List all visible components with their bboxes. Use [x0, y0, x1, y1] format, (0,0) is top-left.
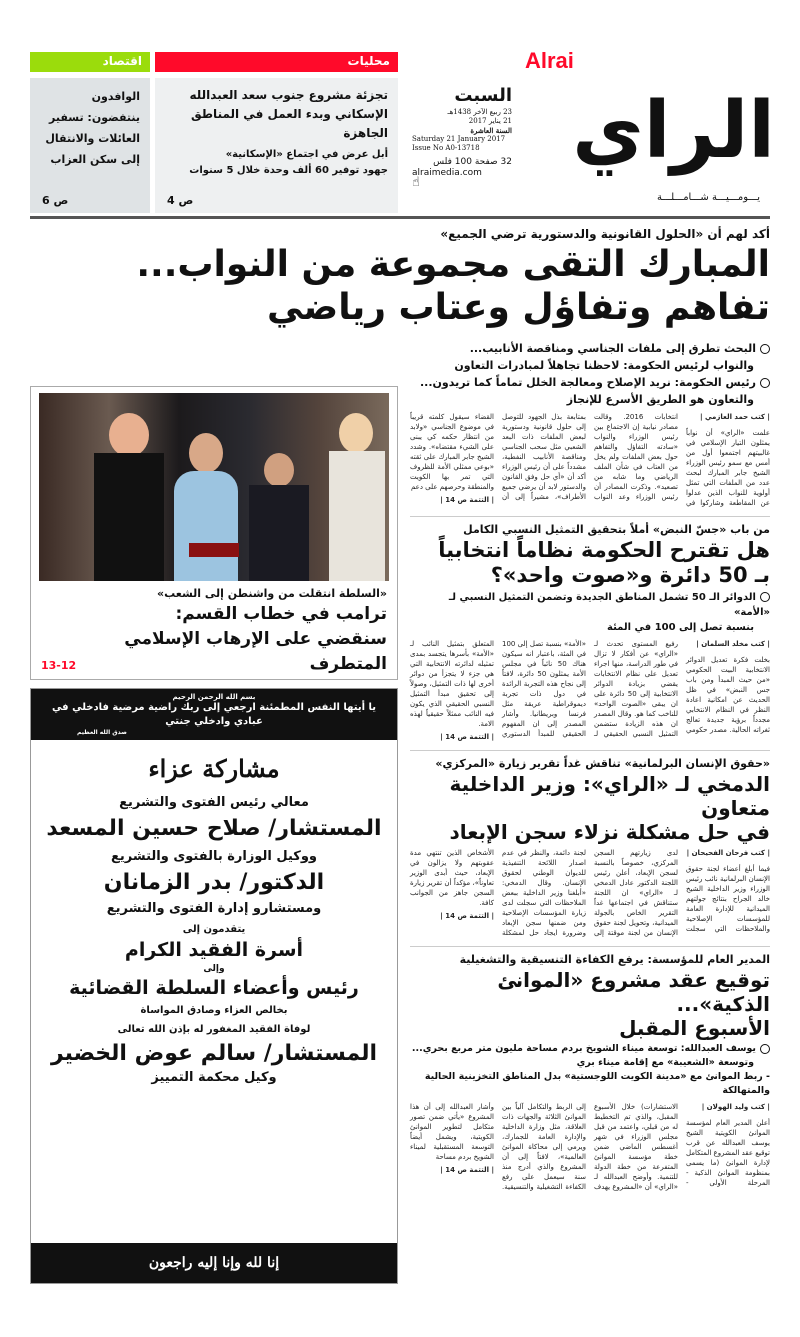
section-tab-local[interactable]: [155, 52, 398, 72]
ad-line: ووكيل الوزارة بالفتوى والتشريع: [111, 849, 317, 864]
trump-headline: سنقضي على الإرهاب الإسلامي المتطرف: [124, 629, 387, 674]
greg-date: 21 يناير 2017: [468, 117, 512, 125]
trump-kicker: «السلطة انتقلت من واشنطن إلى الشعب»: [157, 587, 387, 600]
continued-ref[interactable]: | التتمة ص 14 |: [440, 733, 494, 742]
lead-kicker: أكد لهم أن «الحلول القانونية والدستورية ترضي الجميع»: [440, 227, 770, 241]
economy-teaser[interactable]: [30, 78, 150, 213]
circle-bullet-icon: [760, 1044, 770, 1054]
electoral-body: [410, 639, 770, 742]
basmala: بسم الله الرحمن الرحيم: [172, 693, 256, 701]
tab-label: اقتصاد: [102, 54, 142, 68]
masthead-logo[interactable]: [525, 48, 775, 208]
masthead-divider: [30, 216, 770, 219]
ad-name: المستشار/ صلاح حسين المسعد: [46, 816, 382, 841]
issue-number: Issue No A0-13718: [412, 144, 480, 152]
trump-story[interactable]: [30, 386, 398, 680]
ad-title: مشاركة عزاء: [148, 754, 280, 783]
story-headline: الدمخي لـ «الراي»: وزير الداخلية متعاون: [449, 772, 770, 821]
quran-verse: يا أيتها النفس المطمئنة ارجعي إلى ربك راضية مرضية فادخلي في عبادي وادخلي جنتي: [51, 702, 377, 727]
date-block: [412, 84, 512, 190]
page-ref[interactable]: 13-12: [41, 659, 77, 672]
bullet-item: يوسف العبدالله: توسعة ميناء الشويخ بردم مساحة مليون متر مربع بحري...: [410, 1042, 770, 1056]
story-kicker: المدير العام للمؤسسة: يرفع الكفاءة التنسيقية والتشغيلية: [459, 953, 770, 967]
human-rights-body: [410, 848, 770, 938]
ad-line: أسرة الفقيد الكرام: [124, 939, 304, 961]
ad-line: وكيل محكمة التمييز: [151, 1070, 277, 1085]
lead-body: [410, 412, 770, 508]
bullet-item: والنواب لرئيس الحكومة: لاحظنا تجاهلاً لمبادرات التعاون: [454, 359, 754, 372]
body-text: بخلت فكرة تعديل الدوائر الانتخابية البيت الحكومي «من حيث المبدأ ومن باب جس النبض» في ظل الحديث عن امكانية اعادة النظر في النظام الانتخابي مجدداً برؤية جديدة تعالج ثغراته الحالية. مصدر حكومي رفيع المستوى تحدث لـ «الراي» عن أفكار لا تزال في طور الدراسة، منها اجراء تعديل على نظام الانتخابات يقضي بزيادة الدوائر الانتخابية إلى 50 دائرة على ان يبقى «الصوت الواحد» للناخب كما هو. وقال المصدر ان هذه الزيادة ستضمن التمثيل النسبي الحقيقي لـ «الأمة» بنسبة تصل إلى 100 في المئة، باعتبار انه سيكون هناك 50 نائباً في مجلس الأمة يمثلون 50 دائرة، لافتاً إلى نجاح هذه التجربة الرائدة في دول ذات تجربة ديموقراطية عريقة مثل فرنسا وبريطانيا. وأشار المصدر إلى ان المفهوم الحقيقي للمبدأ الدستوري المتعلق بتمثيل النائب لـ «الأمة» بأسرها يتجسد بمدى تمثيله لدائرته الانتخابية التي هي جزء لا يتجزأ من دوائر أخرى لها ذات التمثيل، وصولاً إلى تحقيق مبدأ التمثيل النسبي الحقيقي الذي يكون فيه النائب ممثلاً حقيقياً لهذه الامة.: [410, 640, 770, 739]
teaser-sub: أبل عرض في اجتماع «الإسكانية»: [225, 149, 388, 160]
ad-line: معالي رئيس الفتوى والتشريع: [119, 795, 309, 810]
lead-bullets: [410, 340, 770, 408]
bullet-item: - ربط الموانئ مع «مدينة الكويت اللوجستية» بدل المناطق التخزينية الحالية والمتهالكة: [424, 1071, 770, 1097]
ad-line: لوفاة الفقيد المغفور له بإذن الله تعالى: [117, 1024, 311, 1035]
bullet-item: الدوائر الـ 50 تشمل المناطق الجديدة وتضمن التمثيل النسبي لـ «الأمة»: [448, 592, 770, 619]
continued-ref[interactable]: | التتمة ص 14 |: [440, 496, 494, 504]
right-column: [410, 340, 770, 1192]
ad-line: بخالص العزاء وصادق المواساة: [140, 1005, 288, 1016]
condolence-ad[interactable]: [30, 688, 398, 1284]
website-link[interactable]: alraimedia.com: [412, 168, 482, 178]
ports-story[interactable]: [410, 946, 770, 1192]
ad-header-band: [31, 689, 397, 740]
trump-headline: ترامب في خطاب القسم:: [175, 604, 387, 624]
local-teaser[interactable]: [155, 78, 398, 213]
teaser-headline: الوافدون ينتفضون: تسفير العائلات والانتقال إلى سكن العزاب: [45, 90, 140, 166]
circle-bullet-icon: [760, 344, 770, 354]
bullet-item: والتعاون هو الطريق الأسرع للإنجاز: [566, 393, 754, 406]
logo-latin: Alrai: [525, 48, 574, 73]
year-label: السنة العاشرة: [470, 126, 512, 135]
story-headline: توقيع عقد مشروع «الموانئ الذكية»...: [497, 968, 770, 1017]
ad-footer-band: إنا لله وإنا إليه راجعون: [31, 1243, 397, 1283]
story-kicker: من باب «جسّ النبض» أملاً بتحقيق التمثيل النسبي الكامل: [463, 523, 770, 536]
hand-pointer-icon: ☝: [412, 175, 420, 190]
continued-ref[interactable]: | التتمة ص 14 |: [440, 912, 494, 921]
page-ref: ص 4: [167, 194, 194, 207]
bullet-item: رئيس الحكومة: نريد الإصلاح ومعالجة الخلل تماماً كما تريدون...: [410, 374, 770, 391]
lead-story[interactable]: [30, 226, 770, 329]
hijri-date: 23 ربيع الآخر 1438هـ: [447, 108, 512, 116]
byline: | كتب مخلد السلمان |: [696, 640, 770, 649]
bullet-item: وتوسعة «الشعيبة» مع إقامة ميناء بري: [576, 1057, 754, 1069]
body-text: أعلن المدير العام لمؤسسة الموانئ الكويتية الشيخ يوسف العبدالله عن قرب توقيع عقد المشروع المتكامل لإدارة الموانئ (ما يسمى بمنظومة الموانئ الذكية - المرحلة الأولى - الاستشارات) خلال الأسبوع المقبل، والذي تم التخطيط له من قبلي، واعتمد من قبل مجلس الوزراء في شهر أغسطس الماضي ضمن خطة مؤسسة الموانئ المتفرعة من خطة الدولة للتنمية. وأوضح العبدالله لـ «الراي» أن «المشروع يهدف إلى الربط والتكامل آلياً بين الموانئ الثلاثة والجهات ذات العلاقة، مثل وزارة الداخلية والإدارة العامة للجمارك، ويرمي إلى محاكاة الموانئ العالمية»، لافتاً إلى أن المشروع والذي أدرج منذ سنة سيعمل على رفع الكفاءة التشغيلية والتنسيقية. وأشار العبدالله إلى أن هذا المشروع «يأتي ضمن تصور متكامل لتطوير الموانئ الكويتية، ويشمل أيضاً التوسعة المستقبلية لميناء الشويخ بردم مساحة: [410, 1103, 770, 1192]
section-tab-economy[interactable]: [30, 52, 150, 72]
body-text: علمت «الراي» أن نواباً يمثلون التيار الإسلامي في غالبيتهم اجتمعوا أول من أمس مع سمو رئيس الوزراء الشيخ جابر المبارك لبحث عدد من الملفات التي تمثل أولوية للنواب الذين عدلوا عن المقاطعة وشاركوا في انتخابات 2016. وقالت مصادر نيابية إن الاجتماع بين رئيس الوزراء والنواب «سادته التفاؤل والتفاهم حول بعض الملفات ولم يخل من العتاب في شأن الملف الرياضي وما شابه من تصعيد». وذكرت المصادر أن رئيس الوزراء وعد النواب بمتابعة بذل الجهود للتوصل إلى حلول قانونية ودستورية لبعض الملفات ذات البعد الشعبي مثل سحب الجناسي ومناقصة الأنابيب النفطية، مشدداً على أن رئيس الوزراء أكد أن «أي حل وفق القانون والدستور لابد أن يرضي جميع الأطراف»، مشيراً إلى أن القضاء سيقول كلمته قريباً في موضوع الجناسي «ولابد من انتظار حكمه كي يبنى على الشيء مقتضاه». وشدد الشيخ جابر المبارك على ثقته «بوعي ممثلي الأمة للظروف التي تمر بها الكويت والمنطقة وحرصهم على دعم: [410, 413, 770, 507]
story-headline: بـ 50 دائرة و«صوت واحد»؟: [490, 563, 770, 588]
teaser-sub: جهود توفير 60 ألف وحدة خلال 5 سنوات: [189, 165, 388, 176]
ports-body: [410, 1102, 770, 1192]
circle-bullet-icon: [760, 592, 770, 602]
bullet-item: البحث تطرق إلى ملفات الجناسي ومناقصة الأنابيب...: [410, 340, 770, 357]
human-rights-story[interactable]: [410, 750, 770, 938]
electoral-story[interactable]: [410, 516, 770, 742]
bullet-item: بنسبة تصل إلى 100 في المئة: [607, 622, 754, 634]
verse-source: صدق الله العظيم: [77, 729, 127, 736]
tab-label: محليات: [347, 54, 390, 68]
ad-name: المستشار/ سالم عوض الخضير: [50, 1041, 378, 1066]
circle-bullet-icon: [760, 378, 770, 388]
ad-line: يتقدمون إلى: [182, 924, 246, 935]
ad-line: وإلى: [203, 964, 225, 974]
byline: | كتب فرحان الفحيحان |: [686, 849, 770, 858]
story-kicker: «حقوق الإنسان البرلمانية» تناقش غداً تقرير زيارة «المركزي»: [435, 757, 770, 771]
day-name: السبت: [454, 85, 512, 106]
page-ref: ص 6: [42, 194, 69, 207]
inauguration-photo: [39, 393, 389, 581]
byline: | كتب وليد الهولان |: [701, 1103, 770, 1112]
lead-headline: تفاهم وتفاؤل وعتاب رياضي: [267, 287, 770, 329]
byline: | كتب حمد العازمي |: [699, 413, 770, 421]
story-headline: في حل مشكلة نزلاء سجن الإبعاد: [449, 820, 770, 845]
ad-line: رئيس وأعضاء السلطة القضائية: [69, 977, 359, 999]
logo-tagline: يـــومـــيـــة شـــامـــلـــة: [656, 192, 760, 203]
ad-line: ومستشارو إدارة الفتوى والتشريع: [106, 901, 322, 916]
story-headline: هل تقترح الحكومة نظاماً انتخابياً: [438, 538, 770, 562]
teaser-headline: تجزئة مشروع جنوب سعد العبدالله الإسكاني وبدء العمل في المناطق الجاهزة: [189, 88, 388, 140]
continued-ref[interactable]: | التتمة ص 14 |: [440, 1166, 494, 1175]
lead-headline: المبارك التقى مجموعة من النواب...: [136, 244, 770, 285]
date-en: Saturday 21 January 2017: [412, 135, 506, 143]
story-headline: الأسبوع المقبل: [619, 1016, 770, 1041]
pages-price: 32 صفحة 100 فلس: [433, 157, 512, 167]
ad-name: الدكتور/ بدر الزمانان: [103, 870, 325, 895]
body-text: فيما أبلغ أعضاء لجنة حقوق الإنسان البرلمانية نائب رئيس الوزراء وزير الداخلية الشيخ خالد الجراح بنتائج جولتهم الميدانية للإدارة العامة للمؤسسات الإصلاحية والملاحظات التي سجلت لدى زيارتهم السجن المركزي، خصوصاً بالنسبة لسجن الإبعاد، أعلن رئيس اللجنة الدكتور عادل الدمخي لـ «الراي» ان اللجنة ستناقش في اجتماعها غداً التقرير الخاص بالجولة الميدانية، وتحويل لجنة حقوق الإنسان من لجنة موقتة إلى لجنة دائمة، والنظر في عدم اصدار اللائحة التنفيذية للديوان الوطني لحقوق الإنسان. وقال الدمخي: «أبلغنا وزير الداخلية ببعض الملاحظات التي سجلت لدى زيارة المؤسسات الإصلاحية ومن ضمنها سجن الإبعاد وضرورة ايجاد حل لمشكلة الأشخاص الذين تنتهي مدة عقوبتهم ولا يزالون في الإبعاد، حيث أبدى الوزير تعاوناً»، مؤكداً أن تقرير زيارة السجن جاهز من الجوانب كافة.: [410, 849, 770, 938]
logo-arabic: الراي: [572, 86, 775, 176]
